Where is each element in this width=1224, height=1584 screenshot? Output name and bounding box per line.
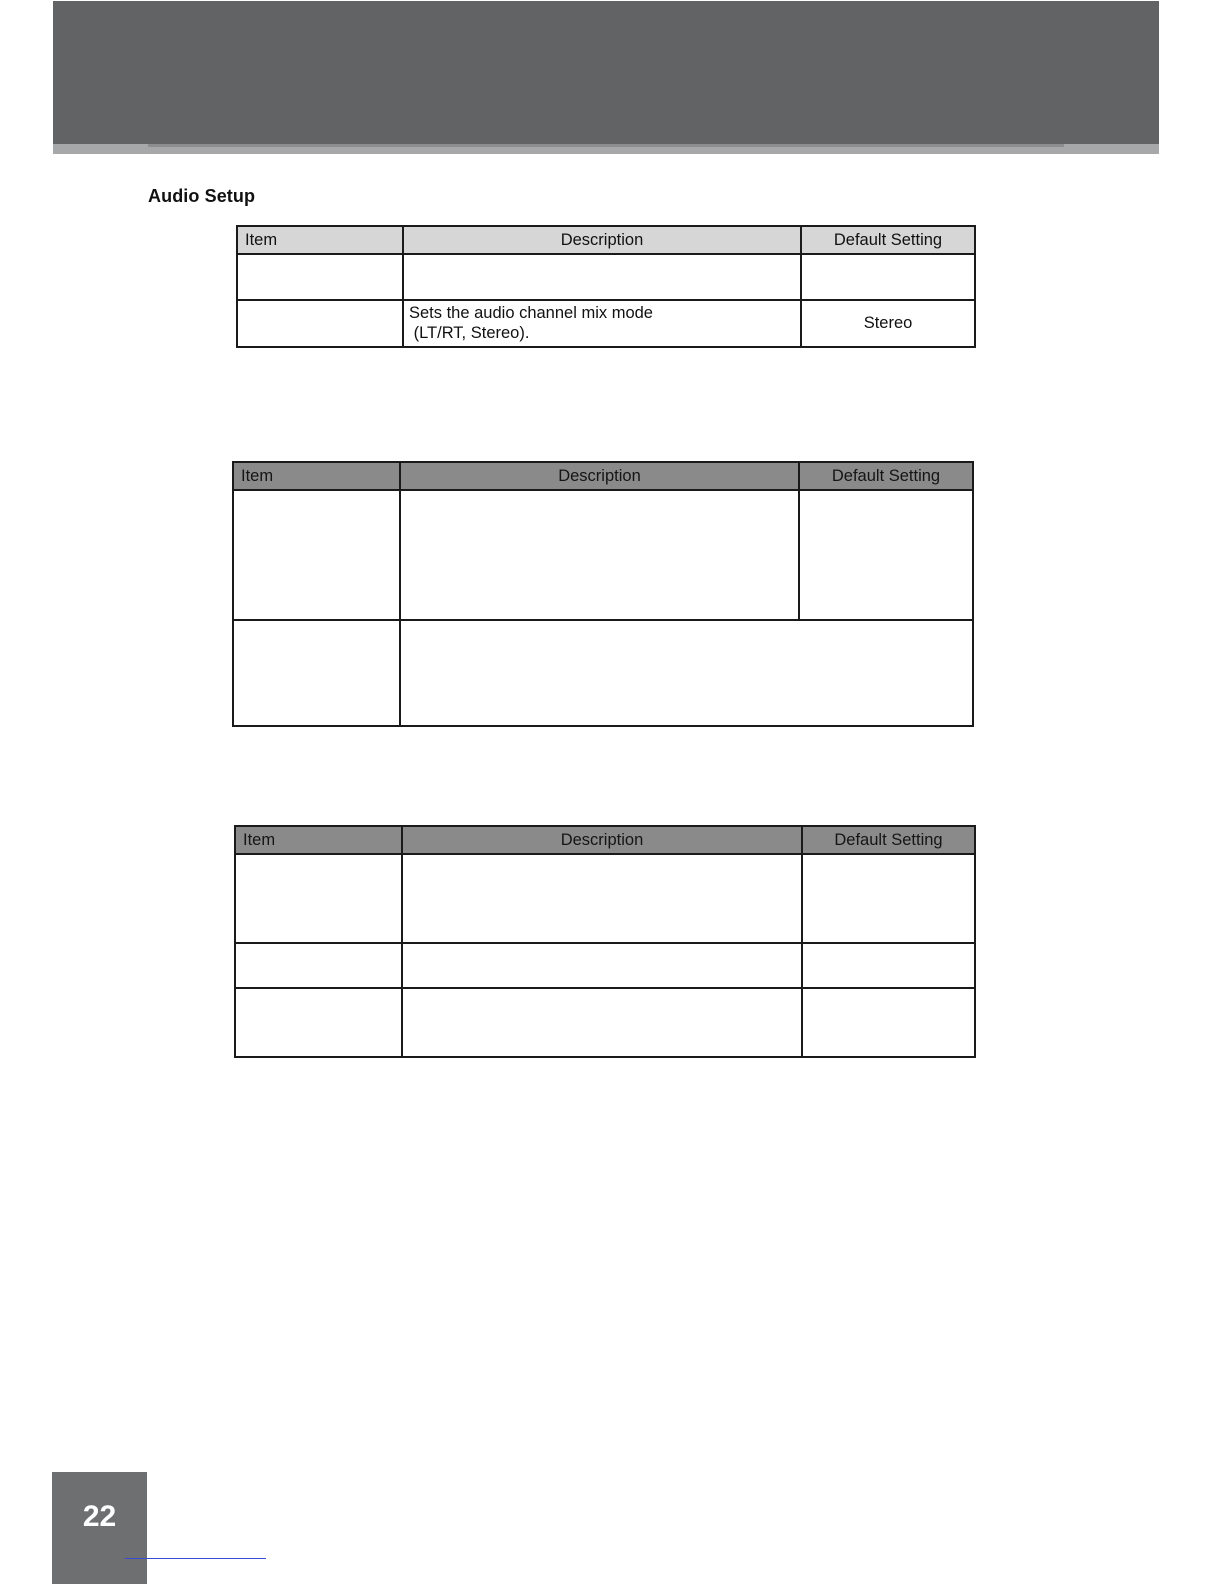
table-row xyxy=(235,988,975,1057)
description-cell xyxy=(402,988,802,1057)
column-header-default-setting: Default Setting xyxy=(801,226,975,254)
default-setting-cell xyxy=(802,943,975,988)
column-header-item: Item xyxy=(237,226,403,254)
column-header-description: Description xyxy=(402,826,802,854)
audio-setup-table-3 xyxy=(234,825,976,1058)
default-setting-cell xyxy=(799,490,973,620)
description-cell xyxy=(400,490,799,620)
column-header-item: Item xyxy=(235,826,402,854)
page-header-band xyxy=(53,1,1159,145)
column-header-default-setting: Default Setting xyxy=(799,462,973,490)
item-cell xyxy=(235,988,402,1057)
default-setting-cell xyxy=(801,254,975,300)
table-header-row xyxy=(235,826,975,854)
page-header-rule xyxy=(53,144,1159,154)
column-header-default-setting: Default Setting xyxy=(802,826,975,854)
default-setting-cell xyxy=(802,854,975,943)
table-row xyxy=(233,620,973,726)
item-cell xyxy=(235,943,402,988)
item-cell xyxy=(237,300,403,347)
column-header-description: Description xyxy=(400,462,799,490)
column-header-item: Item xyxy=(233,462,400,490)
description-line: (LT/RT, Stereo). xyxy=(409,323,530,342)
item-cell xyxy=(233,490,400,620)
audio-setup-table-2 xyxy=(232,461,974,727)
description-cell xyxy=(402,854,802,943)
footer-rule xyxy=(125,1558,266,1559)
description-line: Sets the audio channel mix mode xyxy=(409,303,653,322)
item-cell xyxy=(233,620,400,726)
item-cell xyxy=(235,854,402,943)
table-row xyxy=(237,300,975,347)
default-setting-cell: Stereo xyxy=(801,300,975,347)
header-rule-accent xyxy=(148,144,1064,147)
table-header-row xyxy=(233,462,973,490)
table-row xyxy=(235,943,975,988)
description-cell xyxy=(403,300,801,347)
section-title: Audio Setup xyxy=(148,186,256,206)
item-cell xyxy=(237,254,403,300)
description-cell xyxy=(402,943,802,988)
column-header-description: Description xyxy=(403,226,801,254)
table-header-row xyxy=(237,226,975,254)
page-number: 22 xyxy=(82,1500,117,1533)
table-row xyxy=(235,854,975,943)
description-cell xyxy=(400,620,973,726)
default-setting-cell xyxy=(802,988,975,1057)
audio-setup-table-1 xyxy=(236,225,976,348)
table-row xyxy=(233,490,973,620)
description-cell xyxy=(403,254,801,300)
table-row xyxy=(237,254,975,300)
page-number-tab xyxy=(52,1472,147,1584)
